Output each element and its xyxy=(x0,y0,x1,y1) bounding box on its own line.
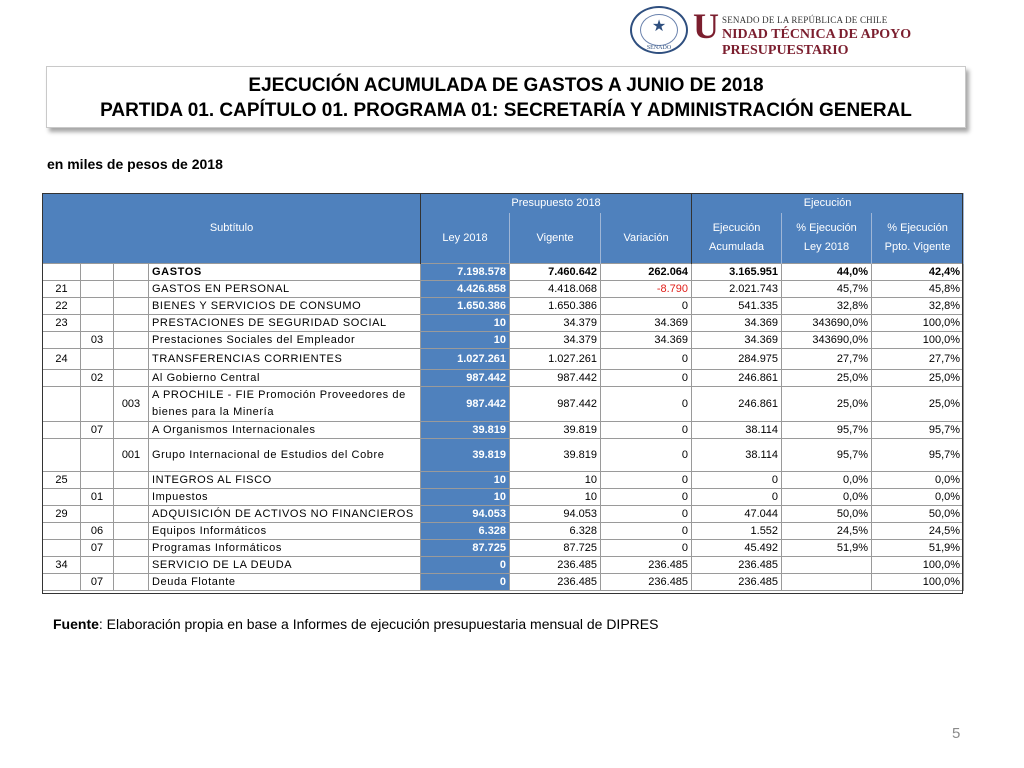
asignacion-code-cell xyxy=(114,539,149,556)
ejecucion-acumulada-cell: 0 xyxy=(692,488,782,505)
ejecucion-acumulada-cell: 236.485 xyxy=(692,573,782,590)
table-row xyxy=(43,331,964,348)
pct-ley-cell: 50,0% xyxy=(782,505,872,522)
brand-main-line: NIDAD TÉCNICA DE APOYO PRESUPUESTARIO xyxy=(722,27,912,58)
variacion-cell: 0 xyxy=(601,421,692,438)
table-row xyxy=(43,369,964,386)
variacion-cell: 0 xyxy=(601,505,692,522)
page-number: 5 xyxy=(952,725,961,742)
asignacion-code-cell: 001 xyxy=(114,438,149,471)
description-cell: INTEGROS AL FISCO xyxy=(149,471,421,488)
asignacion-code-cell xyxy=(114,522,149,539)
subtitle-code-cell xyxy=(43,369,81,386)
description-cell: GASTOS xyxy=(149,263,421,280)
pct-vigente-cell: 100,0% xyxy=(872,331,964,348)
pct-ley-cell xyxy=(782,573,872,590)
title-line-2: PARTIDA 01. CAPÍTULO 01. PROGRAMA 01: SECRETARÍA Y ADMINISTRACIÓN GENERAL xyxy=(100,100,912,121)
table-row xyxy=(43,573,964,590)
pct-vigente-cell: 100,0% xyxy=(872,573,964,590)
description-cell: BIENES Y SERVICIOS DE CONSUMO xyxy=(149,297,421,314)
subtitle-code-cell xyxy=(43,331,81,348)
description-cell: Impuestos xyxy=(149,488,421,505)
budget-table xyxy=(42,193,964,591)
item-code-cell xyxy=(81,348,114,369)
vigente-cell: 6.328 xyxy=(510,522,601,539)
ley-2018-cell: 94.053 xyxy=(421,505,510,522)
ley-2018-cell: 4.426.858 xyxy=(421,280,510,297)
item-code-cell: 02 xyxy=(81,369,114,386)
description-cell: A PROCHILE - FIE Promoción Proveedores de bienes para la Minería xyxy=(149,386,421,421)
subtitle-code-cell: 25 xyxy=(43,471,81,488)
brand-top-line: SENADO DE LA REPÚBLICA DE CHILE xyxy=(722,15,888,25)
asignacion-code-cell xyxy=(114,314,149,331)
ejecucion-acumulada-cell: 246.861 xyxy=(692,386,782,421)
table-row xyxy=(43,314,964,331)
header-subtitulo: Subtítulo xyxy=(43,193,421,263)
source-text: : Elaboración propia en base a Informes de ejecución presupuestaria mensual de DIPRES xyxy=(98,616,659,632)
vigente-cell: 7.460.642 xyxy=(510,263,601,280)
ejecucion-acumulada-cell: 47.044 xyxy=(692,505,782,522)
table-row xyxy=(43,421,964,438)
variacion-cell: 0 xyxy=(601,471,692,488)
subtitle-code-cell: 29 xyxy=(43,505,81,522)
item-code-cell: 07 xyxy=(81,573,114,590)
variacion-cell: 0 xyxy=(601,539,692,556)
ley-2018-cell: 987.442 xyxy=(421,369,510,386)
pct-vigente-cell: 25,0% xyxy=(872,386,964,421)
asignacion-code-cell: 003 xyxy=(114,386,149,421)
variacion-cell: 0 xyxy=(601,438,692,471)
header-presupuesto: Presupuesto 2018 xyxy=(421,193,692,213)
header-pct-vigente: % Ejecución Ppto. Vigente xyxy=(872,213,964,263)
pct-ley-cell: 343690,0% xyxy=(782,331,872,348)
pct-vigente-cell: 27,7% xyxy=(872,348,964,369)
ley-2018-cell: 6.328 xyxy=(421,522,510,539)
subtitle-code-cell: 23 xyxy=(43,314,81,331)
asignacion-code-cell xyxy=(114,280,149,297)
asignacion-code-cell xyxy=(114,488,149,505)
ejecucion-acumulada-cell: 45.492 xyxy=(692,539,782,556)
item-code-cell: 01 xyxy=(81,488,114,505)
header-ley: Ley 2018 xyxy=(421,213,510,263)
vigente-cell: 987.442 xyxy=(510,386,601,421)
subtitle-code-cell xyxy=(43,421,81,438)
pct-ley-cell: 32,8% xyxy=(782,297,872,314)
ejecucion-acumulada-cell: 38.114 xyxy=(692,438,782,471)
ley-2018-cell: 39.819 xyxy=(421,421,510,438)
item-code-cell xyxy=(81,471,114,488)
asignacion-code-cell xyxy=(114,331,149,348)
variacion-cell: 0 xyxy=(601,488,692,505)
pct-vigente-cell: 24,5% xyxy=(872,522,964,539)
pct-vigente-cell: 100,0% xyxy=(872,314,964,331)
item-code-cell xyxy=(81,438,114,471)
table-row xyxy=(43,488,964,505)
subtitle-code-cell xyxy=(43,522,81,539)
asignacion-code-cell xyxy=(114,369,149,386)
pct-ley-cell: 27,7% xyxy=(782,348,872,369)
pct-ley-cell: 0,0% xyxy=(782,471,872,488)
ley-2018-cell: 10 xyxy=(421,471,510,488)
ejecucion-acumulada-cell: 34.369 xyxy=(692,331,782,348)
item-code-cell: 03 xyxy=(81,331,114,348)
ley-2018-cell: 39.819 xyxy=(421,438,510,471)
variacion-cell: 0 xyxy=(601,369,692,386)
table-row xyxy=(43,522,964,539)
item-code-cell: 07 xyxy=(81,539,114,556)
item-code-cell xyxy=(81,505,114,522)
table-row xyxy=(43,438,964,471)
description-cell: PRESTACIONES DE SEGURIDAD SOCIAL xyxy=(149,314,421,331)
variacion-cell: 0 xyxy=(601,386,692,421)
subtitle-code-cell xyxy=(43,438,81,471)
subtitle-code-cell: 24 xyxy=(43,348,81,369)
vigente-cell: 94.053 xyxy=(510,505,601,522)
vigente-cell: 34.379 xyxy=(510,331,601,348)
item-code-cell: 06 xyxy=(81,522,114,539)
pct-vigente-cell: 0,0% xyxy=(872,471,964,488)
header-ejecucion-acumulada: Ejecución Acumulada xyxy=(692,213,782,263)
variacion-cell: 0 xyxy=(601,522,692,539)
pct-ley-cell: 44,0% xyxy=(782,263,872,280)
ejecucion-acumulada-cell: 284.975 xyxy=(692,348,782,369)
title-line-1: EJECUCIÓN ACUMULADA DE GASTOS A JUNIO DE 2018 xyxy=(248,75,764,96)
header-pct-ley: % Ejecución Ley 2018 xyxy=(782,213,872,263)
subtitle-code-cell xyxy=(43,539,81,556)
ejecucion-acumulada-cell: 1.552 xyxy=(692,522,782,539)
table-row xyxy=(43,297,964,314)
pct-vigente-cell: 95,7% xyxy=(872,438,964,471)
description-cell: Deuda Flotante xyxy=(149,573,421,590)
asignacion-code-cell xyxy=(114,556,149,573)
item-code-cell xyxy=(81,386,114,421)
variacion-cell: 0 xyxy=(601,297,692,314)
pct-ley-cell: 95,7% xyxy=(782,438,872,471)
ley-2018-cell: 0 xyxy=(421,573,510,590)
description-cell: Grupo Internacional de Estudios del Cobre xyxy=(149,438,421,471)
pct-vigente-cell: 51,9% xyxy=(872,539,964,556)
ejecucion-acumulada-cell: 246.861 xyxy=(692,369,782,386)
pct-vigente-cell: 32,8% xyxy=(872,297,964,314)
subtitle-code-cell: 34 xyxy=(43,556,81,573)
ley-2018-cell: 987.442 xyxy=(421,386,510,421)
ley-2018-cell: 1.027.261 xyxy=(421,348,510,369)
ejecucion-acumulada-cell: 0 xyxy=(692,471,782,488)
subtitle-code-cell xyxy=(43,386,81,421)
ley-2018-cell: 10 xyxy=(421,314,510,331)
item-code-cell xyxy=(81,263,114,280)
star-icon: ★ xyxy=(651,18,667,35)
variacion-cell: 236.485 xyxy=(601,556,692,573)
ley-2018-cell: 10 xyxy=(421,488,510,505)
pct-vigente-cell: 95,7% xyxy=(872,421,964,438)
item-code-cell xyxy=(81,297,114,314)
pct-ley-cell: 24,5% xyxy=(782,522,872,539)
variacion-cell: 34.369 xyxy=(601,314,692,331)
table-row xyxy=(43,471,964,488)
vigente-cell: 87.725 xyxy=(510,539,601,556)
subtitle-code-cell xyxy=(43,263,81,280)
asignacion-code-cell xyxy=(114,348,149,369)
description-cell: GASTOS EN PERSONAL xyxy=(149,280,421,297)
asignacion-code-cell xyxy=(114,297,149,314)
pct-vigente-cell: 45,8% xyxy=(872,280,964,297)
senado-seal-logo xyxy=(630,6,688,54)
vigente-cell: 39.819 xyxy=(510,421,601,438)
asignacion-code-cell xyxy=(114,573,149,590)
table-row xyxy=(43,386,964,421)
pct-ley-cell: 343690,0% xyxy=(782,314,872,331)
description-cell: Al Gobierno Central xyxy=(149,369,421,386)
ejecucion-acumulada-cell: 2.021.743 xyxy=(692,280,782,297)
asignacion-code-cell xyxy=(114,471,149,488)
brand-initial: U xyxy=(693,6,719,46)
ejecucion-acumulada-cell: 34.369 xyxy=(692,314,782,331)
variacion-cell: 34.369 xyxy=(601,331,692,348)
vigente-cell: 236.485 xyxy=(510,573,601,590)
table-row xyxy=(43,348,964,369)
subtitle-code-cell xyxy=(43,573,81,590)
pct-vigente-cell: 42,4% xyxy=(872,263,964,280)
vigente-cell: 1.027.261 xyxy=(510,348,601,369)
item-code-cell xyxy=(81,556,114,573)
units-label: en miles de pesos de 2018 xyxy=(47,156,223,172)
pct-vigente-cell: 50,0% xyxy=(872,505,964,522)
ley-2018-cell: 87.725 xyxy=(421,539,510,556)
ley-2018-cell: 1.650.386 xyxy=(421,297,510,314)
asignacion-code-cell xyxy=(114,263,149,280)
asignacion-code-cell xyxy=(114,505,149,522)
vigente-cell: 10 xyxy=(510,488,601,505)
vigente-cell: 10 xyxy=(510,471,601,488)
header-variacion: Variación xyxy=(601,213,692,263)
pct-ley-cell: 95,7% xyxy=(782,421,872,438)
pct-ley-cell: 0,0% xyxy=(782,488,872,505)
source-label: Fuente xyxy=(53,616,99,632)
ejecucion-acumulada-cell: 541.335 xyxy=(692,297,782,314)
pct-vigente-cell: 100,0% xyxy=(872,556,964,573)
table-row xyxy=(43,556,964,573)
table-row xyxy=(43,280,964,297)
subtitle-code-cell: 22 xyxy=(43,297,81,314)
vigente-cell: 39.819 xyxy=(510,438,601,471)
source-note xyxy=(53,616,658,632)
description-cell: Equipos Informáticos xyxy=(149,522,421,539)
header-ejecucion: Ejecución xyxy=(692,193,964,213)
ejecucion-acumulada-cell: 3.165.951 xyxy=(692,263,782,280)
description-cell: Prestaciones Sociales del Empleador xyxy=(149,331,421,348)
vigente-cell: 236.485 xyxy=(510,556,601,573)
pct-ley-cell: 51,9% xyxy=(782,539,872,556)
ejecucion-acumulada-cell: 38.114 xyxy=(692,421,782,438)
item-code-cell xyxy=(81,314,114,331)
vigente-cell: 987.442 xyxy=(510,369,601,386)
table-row xyxy=(43,263,964,280)
variacion-cell: 0 xyxy=(601,348,692,369)
asignacion-code-cell xyxy=(114,421,149,438)
pct-vigente-cell: 0,0% xyxy=(872,488,964,505)
vigente-cell: 34.379 xyxy=(510,314,601,331)
title-box xyxy=(46,66,966,128)
description-cell: A Organismos Internacionales xyxy=(149,421,421,438)
ley-2018-cell: 0 xyxy=(421,556,510,573)
description-cell: TRANSFERENCIAS CORRIENTES xyxy=(149,348,421,369)
ley-2018-cell: 7.198.578 xyxy=(421,263,510,280)
pct-ley-cell: 25,0% xyxy=(782,386,872,421)
pct-ley-cell: 25,0% xyxy=(782,369,872,386)
table-row xyxy=(43,505,964,522)
subtitle-code-cell: 21 xyxy=(43,280,81,297)
vigente-cell: 4.418.068 xyxy=(510,280,601,297)
vigente-cell: 1.650.386 xyxy=(510,297,601,314)
description-cell: Programas Informáticos xyxy=(149,539,421,556)
variacion-cell: -8.790 xyxy=(601,280,692,297)
pct-ley-cell: 45,7% xyxy=(782,280,872,297)
ejecucion-acumulada-cell: 236.485 xyxy=(692,556,782,573)
variacion-cell: 236.485 xyxy=(601,573,692,590)
description-cell: SERVICIO DE LA DEUDA xyxy=(149,556,421,573)
pct-ley-cell xyxy=(782,556,872,573)
variacion-cell: 262.064 xyxy=(601,263,692,280)
table-row xyxy=(43,539,964,556)
pct-vigente-cell: 25,0% xyxy=(872,369,964,386)
subtitle-code-cell xyxy=(43,488,81,505)
header-vigente: Vigente xyxy=(510,213,601,263)
description-cell: ADQUISICIÓN DE ACTIVOS NO FINANCIEROS xyxy=(149,505,421,522)
seal-label: SENADO xyxy=(646,45,672,51)
ley-2018-cell: 10 xyxy=(421,331,510,348)
item-code-cell: 07 xyxy=(81,421,114,438)
item-code-cell xyxy=(81,280,114,297)
